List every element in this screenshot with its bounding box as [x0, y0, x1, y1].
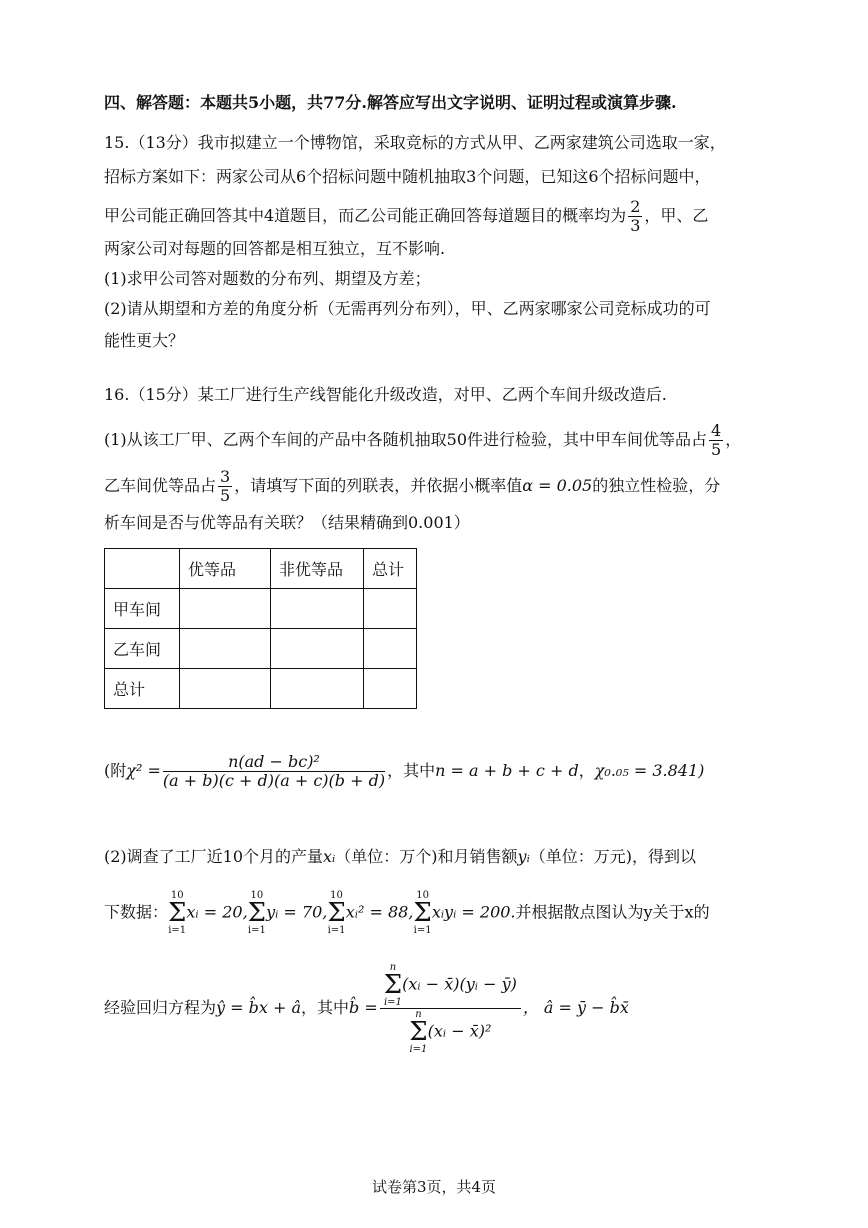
- fraction-denominator: 5: [711, 440, 722, 459]
- sum-lower: i=1: [383, 997, 402, 1008]
- fraction-numerator: 4: [711, 421, 722, 440]
- x-i-symbol: xᵢ: [323, 847, 336, 866]
- sum-x-squared: xᵢ² = 88,: [345, 902, 414, 922]
- regression-equation: ŷ = b̂x + â: [216, 998, 302, 1017]
- table-cell: [364, 629, 417, 669]
- fraction-two-thirds: [628, 198, 642, 235]
- sum-sigma: n Σ i=1: [409, 1009, 428, 1055]
- chi-square-formula: [104, 746, 704, 796]
- q16-part1-a-text: (1)从该工厂甲、乙两个车间的产品中各随机抽取50件进行检验，其中甲车间优等品占: [104, 430, 708, 449]
- a-hat-formula: ， â = ȳ − b̂x̄: [522, 998, 629, 1017]
- q16-part2-b-pre: 下数据：: [104, 902, 169, 922]
- table-cell: [271, 669, 364, 709]
- section-header: 四、解答题：本题共5小题，共77分.解答应写出文字说明、证明过程或演算步骤.: [104, 93, 677, 112]
- table-row: [105, 589, 417, 629]
- table-cell: [271, 629, 364, 669]
- table-cell: [180, 629, 271, 669]
- sum-upper: n: [415, 1009, 422, 1020]
- formula-mid: ，其中: [387, 761, 436, 780]
- q16-part2-c-mid: ，其中: [301, 998, 350, 1017]
- sum-lower: i=1: [247, 925, 266, 936]
- q16-part1-c: 析车间是否与优等品有关联？（结果精确到0.001）: [104, 513, 470, 532]
- page-footer: 试卷第3页，共4页: [371, 1178, 497, 1196]
- q15-line1: 15.（13分）我市拟建立一个博物馆，采取竞标的方式从甲、乙两家建筑公司选取一家，: [104, 133, 726, 152]
- table-header-row: [105, 549, 417, 589]
- sum-sigma: 10 Σ i=1: [247, 890, 267, 936]
- formula-numerator: n(ad − bc)²: [163, 753, 385, 772]
- formula-denominator: (a + b)(c + d)(a + c)(b + d): [162, 771, 386, 790]
- regression-formula: [104, 962, 629, 1055]
- q15-line3-end: ，甲、乙: [644, 206, 709, 225]
- alpha-value: α = 0.05: [522, 476, 593, 495]
- sum-upper: 10: [250, 890, 264, 901]
- sum-upper: 10: [170, 890, 184, 901]
- table-header-cell: 非优等品: [271, 549, 364, 589]
- sum-sigma: 10 Σ i=1: [327, 890, 346, 936]
- sum-lower: i=1: [409, 1044, 428, 1055]
- q15-line2: 招标方案如下：两家公司从6个招标问题中随机抽取3个问题，已知这6个招标问题中，: [104, 167, 711, 186]
- q16-part1-a: [104, 420, 741, 460]
- q15-part1: (1)求甲公司答对题数的分布列、期望及方差；: [104, 269, 431, 288]
- y-i-symbol: yᵢ: [517, 847, 530, 866]
- q16-part2-b-post: 并根据散点图认为y关于x的: [515, 902, 710, 922]
- q16-part1-b: [104, 466, 720, 506]
- q16-part2-b: [104, 890, 710, 936]
- sum-lower: i=1: [327, 925, 346, 936]
- sum-sigma: 10 Σ i=1: [168, 890, 187, 936]
- table-cell: 总计: [105, 669, 180, 709]
- table-cell: 甲车间: [105, 589, 180, 629]
- q15-line3-text: 甲公司能正确回答其中4道题目，而乙公司能正确回答每道题目的概率均为: [104, 206, 627, 225]
- table-cell: [364, 589, 417, 629]
- sum-y: yᵢ = 70,: [266, 902, 328, 922]
- table-header-cell: [105, 549, 180, 589]
- sum-upper: 10: [416, 890, 429, 901]
- b-hat-den-expr: (xᵢ − x̄)²: [427, 1021, 492, 1041]
- n-definition: n = a + b + c + d: [435, 761, 579, 780]
- table-cell: [180, 589, 271, 629]
- sum-sigma: n Σ i=1: [383, 962, 403, 1008]
- fraction-three-fifths: [218, 468, 232, 505]
- q16-part2-a-pre: (2)调查了工厂近10个月的产量: [104, 847, 324, 866]
- q16-part2-c-pre: 经验回归方程为: [104, 998, 217, 1017]
- fraction-four-fifths: [709, 422, 723, 459]
- q16-part1-b-mid: ，请填写下面的列联表，并依据小概率值: [234, 476, 523, 495]
- b-hat-label: b̂ =: [349, 998, 378, 1017]
- table-header-cell: 优等品: [180, 549, 271, 589]
- q16-part1-b-post: 的独立性检验，分: [592, 476, 721, 495]
- formula-prefix: (附: [104, 761, 127, 780]
- formula-sep: ，: [578, 761, 595, 780]
- q16-part2-a-mid: （单位：万个)和月销售额: [335, 847, 518, 866]
- q16-part2-a-post: （单位：万元)，得到以: [529, 847, 697, 866]
- sum-xy: xᵢyᵢ = 200.: [431, 902, 516, 922]
- table-cell: [180, 669, 271, 709]
- q15-line4: 两家公司对每题的回答都是相互独立，互不影响.: [104, 239, 446, 258]
- q15-part2-a: (2)请从期望和方差的角度分析（无需再列分布列），甲、乙两家哪家公司竞标成功的可: [104, 299, 711, 318]
- q15-line3: [104, 196, 708, 236]
- fraction-denominator: 5: [220, 486, 231, 505]
- fraction-numerator: 2: [630, 197, 641, 216]
- contingency-table: [104, 548, 417, 709]
- sum-sigma: 10 Σ i=1: [413, 890, 432, 936]
- table-header-cell: 总计: [364, 549, 417, 589]
- sum-x: xᵢ = 20,: [186, 902, 248, 922]
- chi-square-fraction: [163, 753, 385, 790]
- sum-lower: i=1: [413, 925, 432, 936]
- sum-upper: n: [389, 962, 397, 973]
- fraction-numerator: 3: [220, 467, 231, 486]
- q16-line1: 16.（15分）某工厂进行生产线智能化升级改造，对甲、乙两个车间升级改造后.: [104, 385, 667, 404]
- q16-part1-b-pre: 乙车间优等品占: [104, 476, 217, 495]
- table-row: [105, 629, 417, 669]
- b-hat-num-expr: (xᵢ − x̄)(yᵢ − ȳ): [402, 974, 517, 994]
- b-hat-denominator: [380, 1009, 521, 1055]
- sum-upper: 10: [330, 890, 343, 901]
- q16-part2-a: [104, 846, 696, 868]
- table-row: [105, 669, 417, 709]
- table-cell: 乙车间: [105, 629, 180, 669]
- b-hat-fraction: [380, 962, 521, 1055]
- fraction-denominator: 3: [630, 216, 641, 235]
- q16-part1-a-end: ，: [725, 430, 742, 449]
- sum-lower: i=1: [168, 925, 187, 936]
- b-hat-numerator: [380, 962, 521, 1009]
- q15-part2-b: 能性更大？: [104, 331, 185, 350]
- chi-square-symbol: χ² =: [126, 761, 161, 780]
- table-cell: [271, 589, 364, 629]
- chi-critical-value: χ₀.₀₅ = 3.841): [594, 761, 705, 780]
- table-cell: [364, 669, 417, 709]
